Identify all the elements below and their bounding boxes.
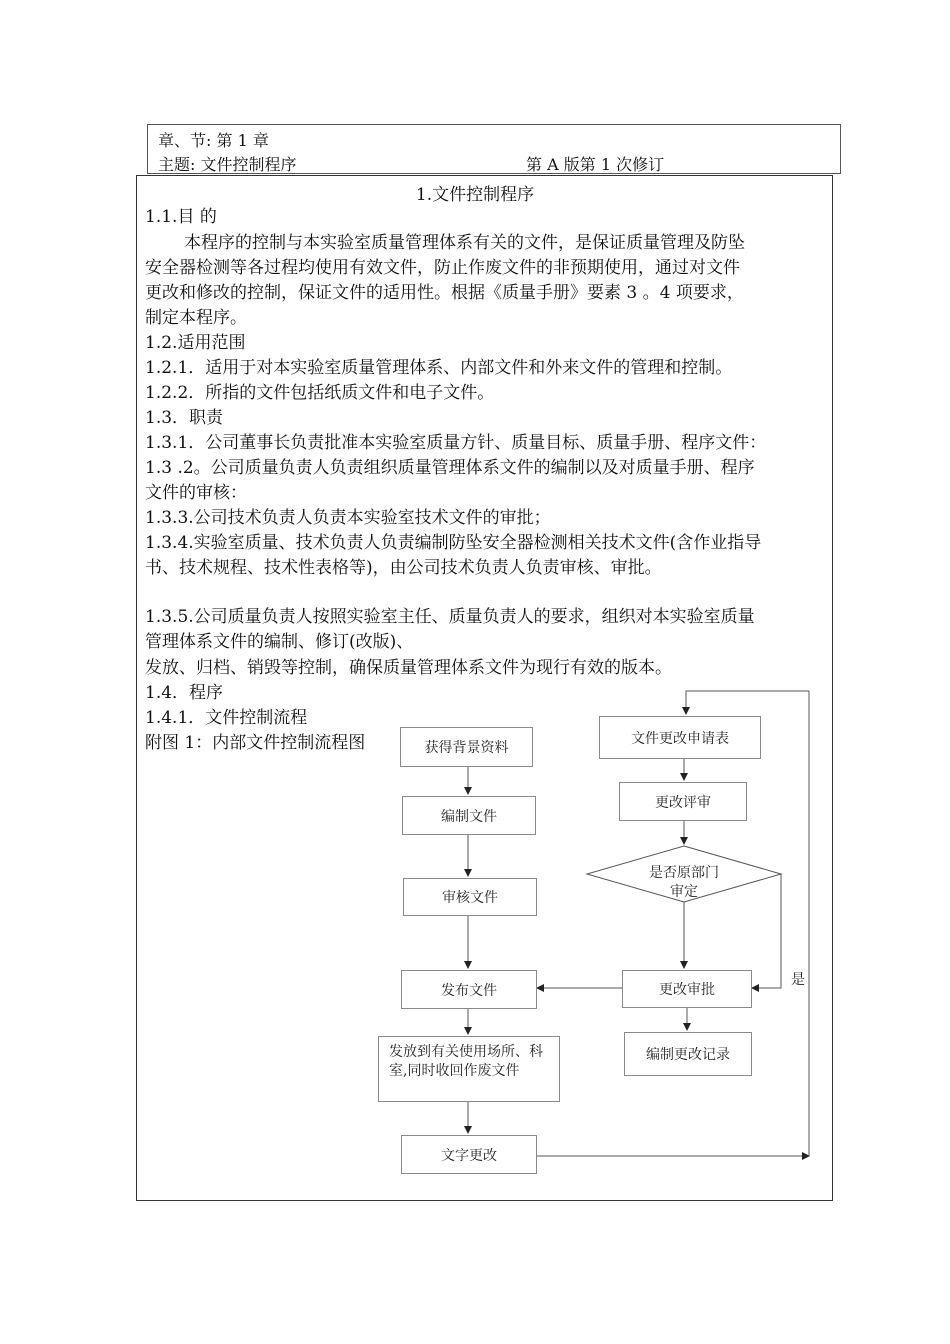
figure-caption: 附图 1：内部文件控制流程图 — [145, 733, 366, 753]
section-1-3-2-line-2: 文件的审核： — [145, 483, 247, 503]
flow-change-request-box: 文件更改申请表 — [599, 716, 761, 759]
flow-change-review-box: 更改评审 — [619, 782, 747, 821]
flow-text-change-box: 文字更改 — [401, 1135, 537, 1174]
section-1-2-heading: 1.2.适用范围 — [145, 333, 246, 353]
document-title: 1.文件控制程序 — [415, 185, 535, 205]
purpose-para-line-1: 本程序的控制与本实验室质量管理体系有关的文件，是保证质量管理及防坠 — [184, 233, 745, 253]
flow-change-approve-box: 更改审批 — [622, 970, 752, 1008]
section-1-3-5-line-1: 1.3.5.公司质量负责人按照实验室主任、质量负责人的要求，组织对本实验室质量 — [145, 607, 755, 627]
purpose-para-line-2: 安全器检测等各过程均使用有效文件，防止作废文件的非预期使用，通过对文件 — [145, 258, 740, 278]
flow-review-box: 审核文件 — [403, 878, 537, 916]
section-1-4-1: 1.4.1．文件控制流程 — [145, 708, 308, 728]
section-1-3-heading: 1.3．职责 — [145, 408, 224, 428]
purpose-para-line-4: 制定本程序。 — [145, 308, 247, 328]
section-1-2-2: 1.2.2．所指的文件包括纸质文件和电子文件。 — [145, 383, 495, 403]
revision-label: 第 A 版第 1 次修订 — [526, 155, 665, 174]
section-1-3-1: 1.3.1．公司董事长负责批准本实验室质量方针、质量目标、质量手册、程序文件： — [145, 433, 767, 453]
section-1-2-1: 1.2.1．适用于对本实验室质量管理体系、内部文件和外来文件的管理和控制。 — [145, 358, 733, 378]
flow-decision-label: 是否原部门审定 — [649, 865, 719, 900]
section-1-1-heading: 1.1.目 的 — [145, 207, 217, 227]
flow-distribute-box: 发放到有关使用场所、科室,同时收回作废文件 — [378, 1036, 560, 1102]
flow-yes-label: 是 — [791, 972, 805, 988]
section-1-3-4-line-2: 书、技术规程、技术性表格等)，由公司技术负责人负责审核、审批。 — [145, 558, 662, 578]
section-1-3-2-line-1: 1.3 .2。公司质量负责人负责组织质量管理体系文件的编制以及对质量手册、程序 — [145, 458, 755, 478]
purpose-para-line-3: 更改和修改的控制，保证文件的适用性。根据《质量手册》要素 3 。4 项要求， — [145, 283, 744, 303]
subject-label: 主题: 文件控制程序 — [158, 155, 297, 174]
flow-get-background-box: 获得背景资料 — [400, 727, 533, 767]
section-1-3-5-line-2: 管理体系文件的编制、修订(改版)、 — [145, 632, 414, 652]
flow-compile-box: 编制文件 — [402, 796, 536, 835]
chapter-label: 章、节: 第 1 章 — [158, 131, 269, 150]
flow-change-record-box: 编制更改记录 — [624, 1032, 752, 1076]
arrow-decision-yes — [752, 874, 781, 988]
section-1-3-3: 1.3.3.公司技术负责人负责本实验室技术文件的审批； — [145, 508, 551, 528]
section-1-4-heading: 1.4．程序 — [145, 683, 224, 703]
arrow-loop-to-change-request — [686, 691, 809, 1156]
section-1-3-5-line-3: 发放、归档、销毁等控制，确保质量管理体系文件为现行有效的版本。 — [145, 658, 672, 678]
flow-publish-box: 发布文件 — [401, 970, 537, 1009]
section-1-3-4-line-1: 1.3.4.实验室质量、技术负责人负责编制防坠安全器检测相关技术文件(含作业指导 — [145, 533, 762, 553]
